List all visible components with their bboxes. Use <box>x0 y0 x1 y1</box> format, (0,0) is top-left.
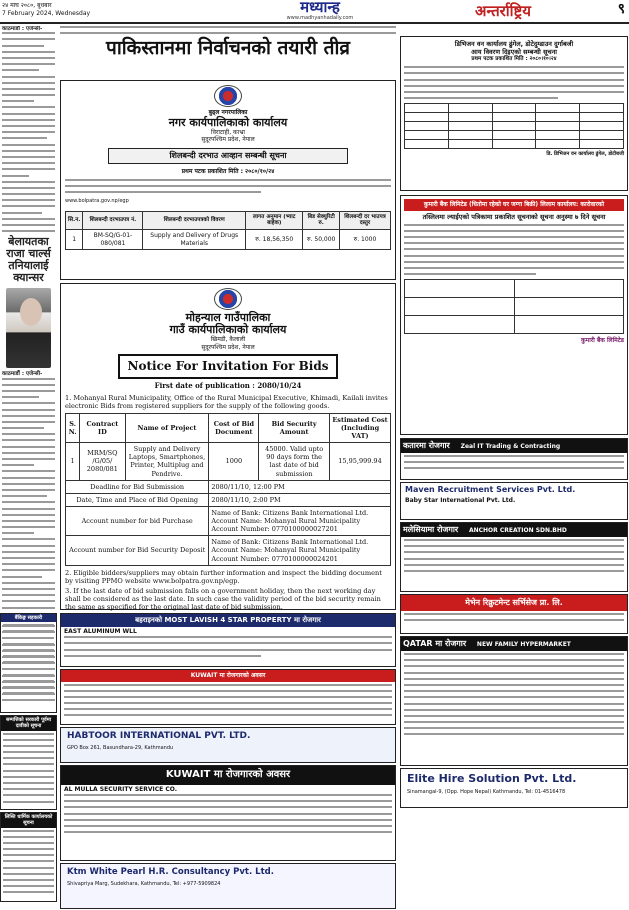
masthead <box>0 0 629 24</box>
bahrain-ad-title: बहराइनको MOST LAVISH 4 STAR PROPERTY मा रोजगार <box>61 614 395 627</box>
table-row <box>66 480 391 493</box>
katar-title: कतारमा रोजगार <box>403 441 450 450</box>
bahrain-company: EAST ALUMINUM WLL <box>64 627 137 635</box>
org-line-2: गाउँ कार्यपालिकाको कार्यालय <box>169 323 287 336</box>
bids-table <box>65 413 391 566</box>
col-header: लागत अनुमान (भ्याट बाहेक) <box>246 211 303 230</box>
col-header: शिलबन्दी दरभाउपत्र नं. <box>83 211 143 230</box>
cell: 45000. Valid upto 90 days form the last date of bid submission <box>259 443 330 481</box>
forest-footer: डि. डिभिजन वन कार्यालय ढुंगेल, डोटीबजी <box>546 151 624 158</box>
section-title: अन्तर्राष्ट्रिय <box>475 2 531 20</box>
malaysia-title: मलेसियामा रोजगार <box>403 525 459 534</box>
newspaper-logo <box>245 0 395 21</box>
col-header: बिड सेक्युरिटी रु. <box>303 211 339 230</box>
col-header: Estimated Cost (Including VAT) <box>329 413 390 442</box>
col-header: Name of Project <box>125 413 209 442</box>
org-line-1: बुढ्ल नगरपालिका <box>208 109 248 116</box>
elite-address: Sinamangal-9, (Opp. Hope Nepal) Kathmandu, Tel: 01-4516478 <box>407 788 566 795</box>
date-english: 7 February 2024, Wednesday <box>2 10 91 17</box>
habtoor-address: GPO Box 261, Basundhara-29, Kathmandu <box>67 745 174 752</box>
col-header: शिलबन्दी दरभाउपत्रको विवरण <box>143 211 246 230</box>
org-line-2: नगर कार्यपालिकाको कार्यालय <box>168 115 288 129</box>
elite-name: Elite Hire Solution Pvt. Ltd. <box>407 772 577 785</box>
notice-title: शिलबन्दी दरभाउ आव्हान सम्बन्धी सूचना <box>108 148 348 164</box>
cell: 2080/11/10, 12:00 PM <box>209 480 391 493</box>
col-header: Contract ID <box>80 413 125 442</box>
cell: रु. 1000 <box>339 230 390 250</box>
bank-notice-title: कुमारी बैंक लिमिटेड (धितोमा रहेको घर जग्गा बिक्री) लिलाम कार्यालय: कारोवारको <box>404 199 624 211</box>
middle-job-ads <box>60 613 396 910</box>
left-ad-head-3: लिस्ति धार्मिक कार्यालयको सूचना <box>1 813 56 828</box>
bank-auction-notice <box>400 195 628 435</box>
cell: Date, Time and Place of Bid Opening <box>66 493 209 506</box>
page-number: ९ <box>617 1 625 17</box>
invitation-for-bids-notice <box>60 283 396 610</box>
cell: 1 <box>66 443 80 481</box>
org-line-3: विराटाही, काभ्रा <box>211 128 245 136</box>
col-header: Cost of Bid Document <box>209 413 259 442</box>
notice-item-2: 2. Eligible bidders/suppliers may obtain further information and inspect the bidding document by visiting PPMO website www.bolpatra.gov.np/egp. <box>65 568 382 585</box>
left-dateline: काठमाडौं : एजेन्सी- <box>2 26 43 32</box>
nepal-emblem-icon <box>214 85 242 107</box>
cell: 1 <box>66 230 83 250</box>
quotation-table <box>65 211 391 251</box>
habtoor-name: HABTOOR INTERNATIONAL PVT. LTD. <box>67 731 251 741</box>
bank-notice-subtitle: तस्लिलमा ल्याईएको पत्रिकामा प्रकाशित सूचनाको सूचना अनुस्मा ७ दिने सूचना <box>422 212 606 221</box>
top-news-strip <box>60 26 396 37</box>
publication-date: प्रथम पटक प्रकाशित मिति : २०८०/१०/२४ <box>181 167 275 175</box>
ktm-pearl-address: Shivapriya Marg, Sudekhara, Kathmandu, Tel: +977-5909824 <box>67 880 221 887</box>
table-row <box>66 443 391 481</box>
qatar-company: NEW FAMILY HYPERMARKET <box>476 641 571 648</box>
org-line-3: खिमडी, कैलाली <box>210 336 246 343</box>
left-dateline-2: काठमाडौं : एजेन्सी- <box>2 371 43 378</box>
org-line-1: मोहन्याल गाउँपालिका <box>185 311 271 324</box>
lead-headline: पाकिस्तानमा निर्वाचनको तयारी तीव्र <box>106 37 350 59</box>
org-line-4: सुदूरपश्चिम प्रदेश, नेपाल <box>201 343 255 351</box>
kuwait-ad-title: KUWAIT मा रोजगारको अवसर <box>61 670 395 682</box>
cell: 15,95,999.94 <box>329 443 390 481</box>
date-nepali: २४ माघ २०८०, बुधबार <box>2 2 52 9</box>
bank-logo-text: कुमारी बैंक लिमिटेड <box>581 337 624 345</box>
forest-title-1: डिभिजन वन कार्यालय ढुंगेल, डोटेदुम्डाउन दुर्गाबजी <box>454 40 574 48</box>
qatar-title: QATAR मा रोजगार <box>403 639 467 648</box>
forest-table <box>404 103 624 149</box>
notice-title: Notice For Invitation For Bids <box>118 354 338 379</box>
cell: Supply and Delivery Laptops, Smartphones, Printer, Multiplug and Pendrive. <box>125 443 209 481</box>
col-header: S. N. <box>66 413 80 442</box>
forest-title-2: आय विवरण दिइएको सम्बन्धी सूचना <box>471 48 557 57</box>
cell: Name of Bank: Citizens Bank International Ltd. Account Name: Mohanyal Rural Municipality Account Number: 0770100000024201 <box>209 536 391 565</box>
notice-item-1: 1. Mohanyal Rural Municipality, Office of the Rural Municipal Executive, Khimadi, Kailali invites electronic Bids from registered suppliers for the supply of the following goods. <box>65 393 388 410</box>
left-ad-head-1: बैंकिङ्ग सहकारी <box>1 614 56 622</box>
maven-nepali-name: मेभेन रिक्रुटमेन्ट सर्भिसेज प्रा. लि. <box>401 595 627 611</box>
cell: Name of Bank: Citizens Bank International Ltd. Account Name: Mohanyal Rural Municipality Account Number: 0770100000027201 <box>209 506 391 535</box>
col-header: शिलबन्दी दर भाउपत्र दस्तुर <box>339 211 390 230</box>
website-url: www.madhyanhadaily.com <box>286 15 354 21</box>
table-row <box>66 536 391 565</box>
malaysia-company: ANCHOR CREATION SDN.BHD <box>468 527 567 534</box>
kuwait-jobs-title: KUWAIT मा रोजगारको अवसर <box>61 766 395 785</box>
table-row <box>66 230 391 250</box>
notice-website: www.bolpatra.gov.np/egp <box>65 197 129 204</box>
cell: Account number for Bid Security Deposit <box>66 536 209 565</box>
masthead-date <box>2 2 90 18</box>
sealed-quotation-notice <box>60 80 396 280</box>
left-headline: बेलायतका राजा चार्ल्स तनियालाई क्यान्सर <box>6 235 51 285</box>
lower-left-ads <box>0 613 57 904</box>
first-date: First date of publication : 2080/10/24 <box>154 381 302 390</box>
baby-star-name: Baby Star International Pvt. Ltd. <box>405 497 516 504</box>
forest-title-3: प्रथम पटक प्रकाशित मिति : २०८०।१०।२४ <box>471 56 557 63</box>
notice-item-3: 3. If the last date of bid submission falls on a government holiday, then the next working day shall be considered as the last date. In such case the validity period of the bid security remain the same as specified for the original last date of bid submission. <box>65 586 381 611</box>
cell: Deadline for Bid Submission <box>66 480 209 493</box>
table-row <box>66 493 391 506</box>
bank-auction-table <box>404 279 624 334</box>
katar-company: Zeal IT Trading & Contracting <box>460 443 561 450</box>
cell: रु. 50,000 <box>303 230 339 250</box>
org-line-4: सुदूरपश्चिम प्रदेश, नेपाल <box>201 136 255 143</box>
cell: 1000 <box>209 443 259 481</box>
notice-body <box>65 179 391 205</box>
forest-office-notice <box>400 36 628 191</box>
cell: Account number for bid Purchase <box>66 506 209 535</box>
ktm-pearl-name: Ktm White Pearl H.R. Consultancy Pvt. Ltd. <box>67 867 274 877</box>
cell: 2080/11/10, 2:00 PM <box>209 493 391 506</box>
brand-name: मध्यान्ह <box>300 0 340 16</box>
col-header: Bid Security Amount <box>259 413 330 442</box>
cell: MRM/SQ /G/05/ 2080/081 <box>80 443 125 481</box>
maven-name: Maven Recruitment Services Pvt. Ltd. <box>405 485 576 494</box>
cell: BM-SQ/G-01-080/081 <box>83 230 143 250</box>
cell: रु. 18,56,350 <box>246 230 303 250</box>
kuwait-company: AL MULLA SECURITY SERVICE CO. <box>64 785 178 793</box>
right-job-ads <box>400 438 628 910</box>
left-article <box>0 26 57 706</box>
article-text-lines <box>2 32 55 232</box>
table-row <box>66 506 391 535</box>
left-ad-head-2: सम्पत्तिको सरकारी पूर्वमा दावीको सूचना <box>1 716 56 731</box>
cell: Supply and Delivery of Drugs Materials <box>143 230 246 250</box>
nepal-emblem-icon <box>214 288 242 310</box>
portrait-photo <box>6 288 51 368</box>
col-header: सि.न. <box>66 211 83 230</box>
